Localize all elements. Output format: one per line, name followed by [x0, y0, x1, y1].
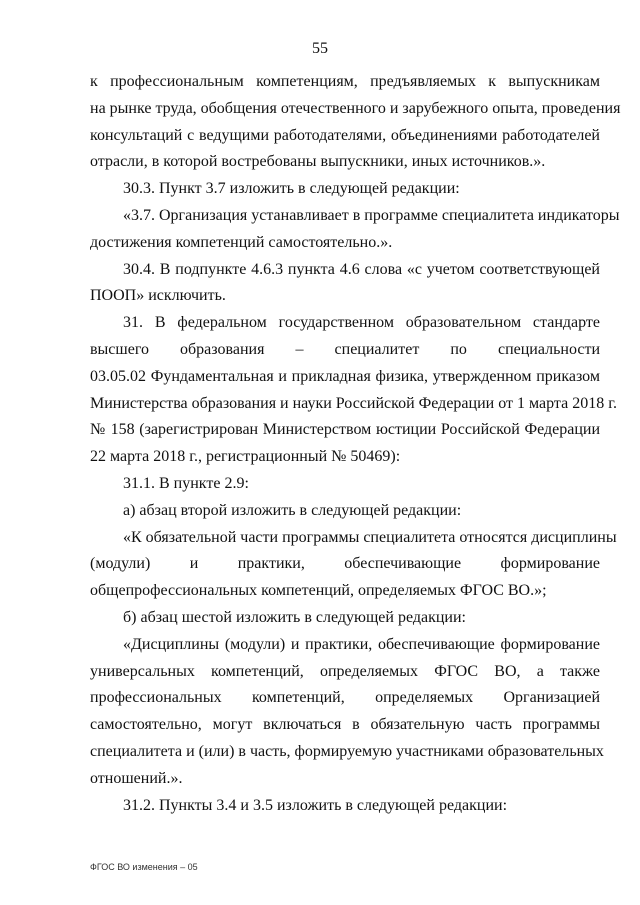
paragraph-30-4: [90, 257, 600, 311]
text-line: 31.2. Пункты 3.4 и 3.5 изложить в следующей редакции:: [123, 796, 508, 814]
text-line: консультаций с ведущими работодателями, объединениями работодателей: [90, 126, 600, 144]
text-line: «3.7. Организация устанавливает в программе специалитета индикаторы: [123, 206, 620, 224]
text-line: «К обязательной части программы специалитета относятся дисциплины: [123, 528, 617, 546]
paragraph-b-quote: [90, 632, 604, 793]
text-line: самостоятельно, могут включаться в обязательную часть программы: [90, 716, 600, 734]
text-line: профессиональных компетенций, определяемых Организацией: [90, 689, 600, 707]
text-line: № 158 (зарегистрирован Министерством юстиции Российской Федерации: [90, 421, 600, 439]
text-line: достижения компетенций самостоятельно.».: [90, 233, 393, 251]
text-line: 22 марта 2018 г., регистрационный № 50469):: [90, 448, 401, 466]
page-number: 55: [312, 40, 328, 57]
text-line: (модули) и практики, обеспечивающие формирование: [90, 555, 600, 573]
text-line: универсальных компетенций, определяемых ФГОС ВО, а также: [90, 662, 600, 680]
text-line: к профессиональным компетенциям, предъявляемых к выпускникам: [90, 73, 600, 90]
text-line: общепрофессиональных компетенций, определяемых ФГОС ВО.»;: [90, 582, 547, 600]
text-line: на рынке труда, обобщения отечественного и зарубежного опыта, проведения: [90, 99, 621, 117]
document-body: [90, 69, 621, 819]
text-line: отношений.».: [90, 769, 183, 787]
text-line: специалитета и (или) в часть, формируемую участниками образовательных: [90, 742, 604, 760]
paragraph-a: [90, 498, 600, 525]
paragraph-a-quote: [90, 525, 617, 605]
paragraph-31-1: [90, 471, 600, 498]
text-line: 31. В федеральном государственном образовательном стандарте: [123, 314, 600, 332]
paragraph-b: [90, 605, 600, 632]
paragraph-31: [90, 310, 617, 471]
text-line: высшего образования – специалитет по специальности: [90, 340, 600, 358]
text-line: 31.1. В пункте 2.9:: [123, 474, 249, 492]
paragraph-3-7-quote: [90, 203, 620, 257]
text-line: 30.3. Пункт 3.7 изложить в следующей редакции:: [123, 180, 460, 198]
text-line: отрасли, в которой востребованы выпускники, иных источников.».: [90, 153, 546, 171]
paragraph-30-3: [90, 176, 600, 203]
paragraph-continuation: [90, 69, 621, 176]
text-line: 30.4. В подпункте 4.6.3 пункта 4.6 слова «с учетом соответствующей: [123, 260, 600, 278]
text-line: а) абзац второй изложить в следующей редакции:: [123, 501, 462, 519]
text-line: «Дисциплины (модули) и практики, обеспечивающие формирование: [123, 635, 600, 653]
text-line: ПООП» исключить.: [90, 287, 226, 305]
text-line: Министерства образования и науки Российской Федерации от 1 марта 2018 г.: [90, 394, 617, 412]
footer-label: ФГОС ВО изменения – 05: [90, 862, 198, 872]
text-line: 03.05.02 Фундаментальная и прикладная физика, утвержденном приказом: [90, 367, 600, 385]
paragraph-31-2: [90, 793, 600, 820]
text-line: б) абзац шестой изложить в следующей редакции:: [123, 608, 466, 626]
